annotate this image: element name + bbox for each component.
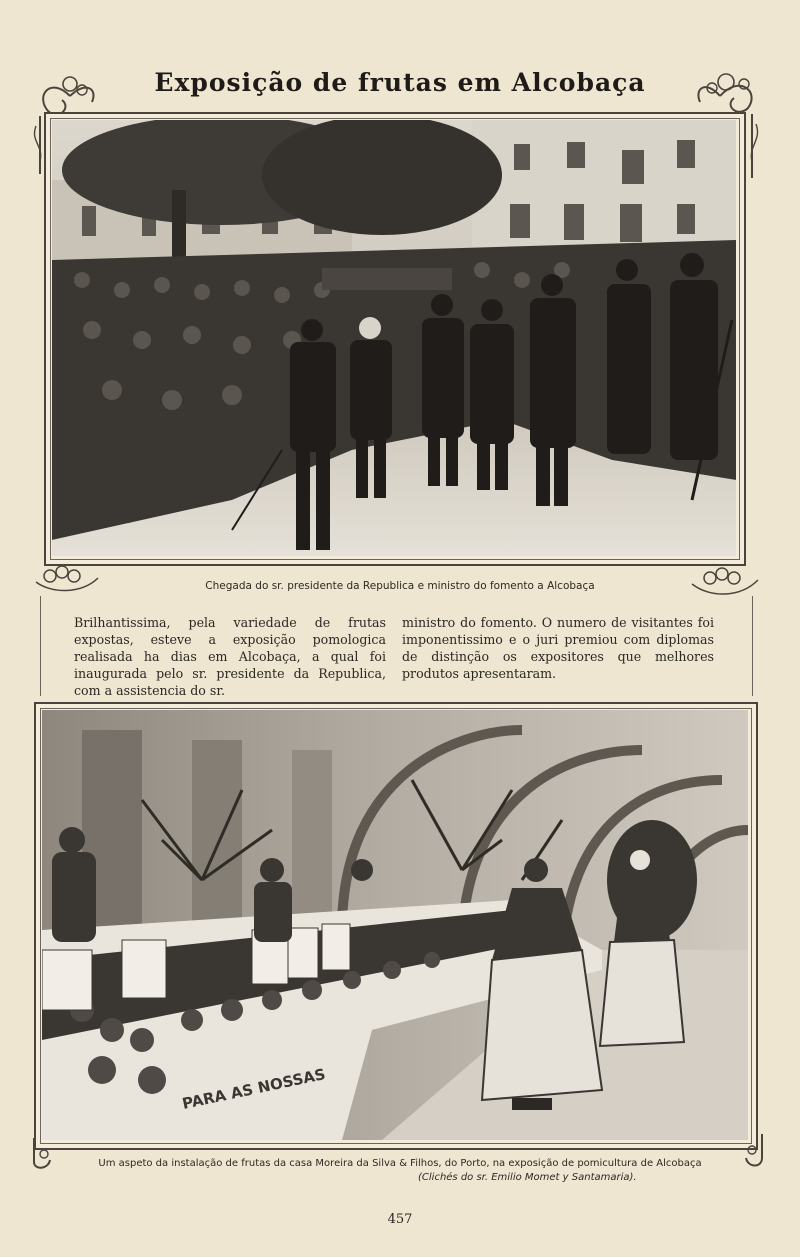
flower-cluster-icon <box>32 558 102 598</box>
page-title: Exposição de frutas em Alcobaça <box>154 68 646 97</box>
article-column-right: ministro do fomento. O numero de visitantes foi imponentissimo e o juri premiou com diplomas de distinção os expositores que melhores produtos apresentaram. <box>402 615 714 681</box>
article-column-left: Brilhantissima, pela variedade de frutas expostas, esteve a exposição pomologica realisada ha dias em Alcobaça, a qual foi inaugurada pelo sr. presidente da Republica, com a assistencia do sr. <box>74 615 386 698</box>
photo-fruit-exhibition <box>42 710 748 1140</box>
flourish-corner-icon <box>28 1134 68 1174</box>
flourish-corner-icon <box>730 1130 770 1174</box>
photo-caption-top: Chegada do sr. presidente da Republica e ministro do fomento a Alcobaça <box>205 580 595 592</box>
border-right <box>752 596 753 696</box>
table-banner-text: PARA AS NOSSAS <box>180 1065 328 1113</box>
page-number: 457 <box>387 1212 413 1227</box>
photo-credit: (Clichés do sr. Emilio Momet y Santamaria). <box>418 1172 637 1183</box>
flower-cluster-icon <box>688 562 760 602</box>
border-left <box>40 596 41 696</box>
photo-caption-bottom: Um aspeto da instalação de frutas da casa Moreira da Silva & Filhos, do Porto, na exposição de pomicultura de Alcobaça <box>98 1158 702 1169</box>
photo-president-arrival <box>52 120 736 556</box>
